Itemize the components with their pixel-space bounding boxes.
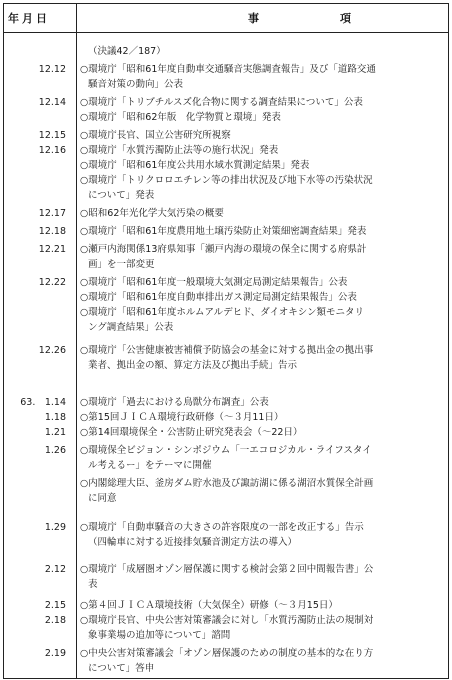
row-event-text: ○環境庁「昭和61年度公共用水域水質測定結果」発表	[80, 160, 310, 171]
row-date: 2.18	[44, 615, 66, 626]
row-event-text: ○環境庁「トリクロロエチレン等の排出状況及び地下水等の汚染状況	[80, 175, 373, 186]
row-event-text: ○環境庁「昭和61年度ホルムアルデヒド、ダイオキシン類モニタリ	[80, 307, 364, 318]
row-event-text: ○環境庁「昭和61年度一般環境大気測定局測定結果報告」公表	[80, 277, 348, 288]
row-date: 2.12	[44, 564, 66, 575]
row-date: 12.21	[38, 244, 66, 255]
event-column-header-right: 項	[340, 12, 351, 25]
row-event-text: ル考えるー」をテーマに開催	[88, 460, 212, 471]
row-event-text: （四輪車に対する近接排気騒音測定方法の導入）	[88, 537, 298, 548]
row-event-text: に同意	[88, 493, 117, 504]
row-date: 63. 1.14	[20, 397, 66, 408]
row-event-text: ○環境保全ビジョン・シンポジウム「一エコロジカル・ライフスタイ	[80, 445, 372, 456]
row-event-text: ○環境庁「トリブチルスズ化合物に関する調査結果について」公表	[80, 97, 363, 108]
row-event-text: ○内閣総理大臣、釜房ダム貯水池及び諏訪湖に係る湖沼水質保全計画	[80, 478, 374, 489]
row-event-text: ○中央公害対策審議会「オゾン層保護のための制度の基本的な在り方	[80, 648, 374, 659]
row-event-text: ○環境庁「自動車騒音の大きさの許容限度の一部を改正する」告示	[80, 522, 364, 533]
row-date: 12.22	[38, 277, 66, 288]
row-date: 12.15	[38, 130, 66, 141]
row-date: 2.15	[44, 600, 66, 611]
date-column-header: 年月日	[8, 12, 50, 25]
row-event-text: （決議42／187）	[88, 46, 166, 57]
row-date: 2.19	[44, 648, 66, 659]
row-event-text: ○第４回ＪＩＣＡ環境技術（大気保全）研修（～３月15日）	[80, 600, 338, 611]
row-event-text: 業者、拠出金の額、算定方法及び拠出手続」告示	[88, 360, 298, 371]
row-date: 12.26	[38, 345, 66, 356]
row-event-text: 象事業場の追加等について」諮問	[88, 630, 231, 641]
row-event-text: ○環境庁「昭和61年度自動車交通騒音実態調査報告」及び「道路交通	[80, 64, 376, 75]
row-event-text: 表	[88, 579, 98, 590]
row-date: 1.29	[44, 522, 66, 533]
event-column-header-left: 事	[248, 12, 259, 25]
row-event-text: ○第14回環境保全・公害防止研究発表会（～22日）	[80, 427, 303, 438]
row-event-text: ○環境庁「昭和61年度農用地土壌汚染防止対策細密調査結果」発表	[80, 226, 367, 237]
row-event-text: ○環境庁「昭和62年版 化学物質と環境」発表	[80, 112, 281, 123]
row-event-text: ○環境庁「昭和61年度自動車排出ガス測定局測定結果報告」公表	[80, 292, 357, 303]
row-event-text: ○環境庁「成層圏オゾン層保護に関する検討会第２回中間報告書」公	[80, 564, 374, 575]
row-event-text: 騒音対策の動向」公表	[88, 79, 184, 90]
row-event-text: について」答申	[88, 663, 155, 674]
row-event-text: ○環境庁長官、中央公害対策審議会に対し「水質汚濁防止法の規制対	[80, 615, 374, 626]
header-divider	[3, 32, 449, 33]
column-divider	[76, 3, 77, 679]
row-date: 12.12	[38, 64, 66, 75]
row-event-text: ○第15回ＪＩＣＡ環境行政研修（～３月11日）	[80, 412, 284, 423]
row-event-text: ○環境庁「過去における鳥獣分布調査」公表	[80, 397, 269, 408]
row-date: 1.26	[44, 445, 66, 456]
row-event-text: ○環境庁「公害健康被害補償予防協会の基金に対する拠出金の拠出事	[80, 345, 374, 356]
row-event-text: 画」を一部変更	[88, 259, 155, 270]
row-date: 1.18	[44, 412, 66, 423]
row-date: 1.21	[44, 427, 66, 438]
row-date: 12.17	[38, 208, 66, 219]
row-date: 12.18	[38, 226, 66, 237]
row-date: 12.14	[38, 97, 66, 108]
row-event-text: ○昭和62年光化学大気汚染の概要	[80, 208, 224, 219]
row-event-text: ング調査結果」公表	[88, 322, 174, 333]
row-event-text: ○環境庁「水質汚濁防止法等の施行状況」発表	[80, 145, 279, 156]
row-event-text: ○瀬戸内海関係13府県知事「瀬戸内海の環境の保全に関する府県計	[80, 244, 367, 255]
row-event-text: ○環境庁長官、国立公害研究所視察	[80, 130, 231, 141]
row-date: 12.16	[38, 145, 66, 156]
row-event-text: について」発表	[88, 190, 155, 201]
